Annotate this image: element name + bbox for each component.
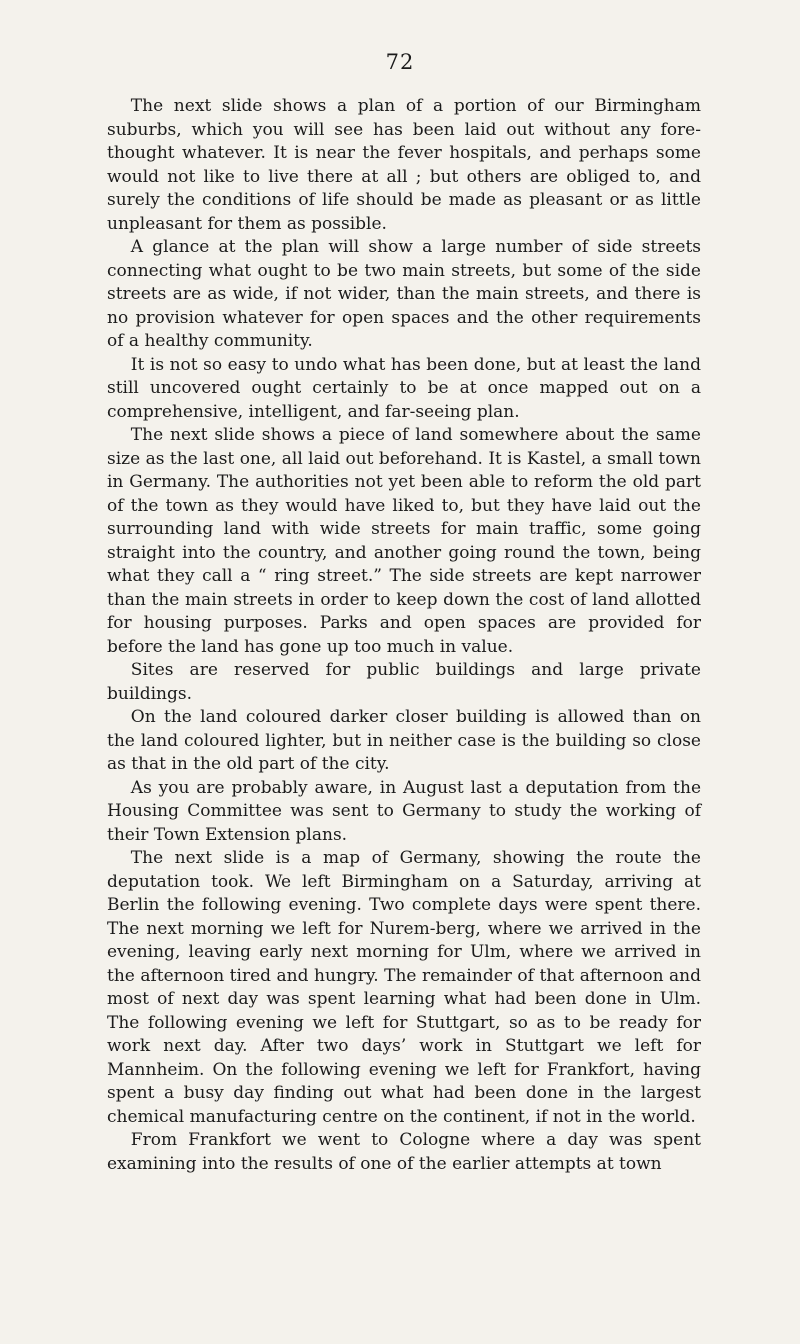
paragraph-9: From Frankfort we went to Cologne where a day was spent examining into the results of one of the earlier attempts at town <box>107 1130 701 1174</box>
body-text <box>107 95 701 1176</box>
paragraph-6: On the land coloured darker closer building is allowed than on the land coloured lighter, but in neither case is the building so close as that in the old part of the city. <box>107 707 701 774</box>
page-number: 72 <box>385 50 415 74</box>
paragraph-4: The next slide shows a piece of land somewhere about the same size as the last one, all laid out beforehand. It is Kastel, a small town in Germany. The authorities not yet been able to reform the old part of the town as they would have liked to, but they have laid out the surrounding land with wide streets for main traffic, some going straight into the country, and another going round the town, being what they call a “ ring street.” The side streets are kept narrower than the main streets in order to keep down the cost of land allotted for housing purposes. Parks and open spaces are provided for before the land has gone up too much in value. <box>107 425 701 657</box>
paragraph-5: Sites are reserved for public buildings and large private buildings. <box>107 660 701 704</box>
paragraph-8: The next slide is a map of Germany, showing the route the deputation took. We left Birmingham on a Saturday, arriving at Berlin the following evening. Two complete days were spent there. The next morning we left for Nurem-berg, where we arrived in the evening, leaving early next morning for Ulm, where we arrived in the afternoon tired and hungry. The remainder of that afternoon and most of next day was spent learning what had been done in Ulm. The following evening we left for Stuttgart, so as to be ready for work next day. After two days’ work in Stuttgart we left for Mannheim. On the following evening we left for Frankfort, having spent a busy day finding out what had been done in the largest chemical manufacturing centre on the continent, if not in the world. <box>107 848 701 1127</box>
paragraph-1: The next slide shows a plan of a portion of our Birmingham suburbs, which you will see has been laid out without any fore-thought whatever. It is near the fever hospitals, and perhaps some would not like to live there at all ; but others are obliged to, and surely the conditions of life should be made as pleasant or as little unpleasant for them as possible. <box>107 96 701 234</box>
paragraph-2: A glance at the plan will show a large number of side streets connecting what ought to be two main streets, but some of the side streets are as wide, if not wider, than the main streets, and there is no provision whatever for open spaces and the other requirements of a healthy community. <box>107 237 701 351</box>
paragraph-3: It is not so easy to undo what has been done, but at least the land still uncovered ought certainly to be at once mapped out on a comprehensive, intelligent, and far-seeing plan. <box>107 354 701 422</box>
paragraph-7: As you are probably aware, in August last a deputation from the Housing Committee was sent to Germany to study the working of their Town Extension plans. <box>107 777 701 845</box>
